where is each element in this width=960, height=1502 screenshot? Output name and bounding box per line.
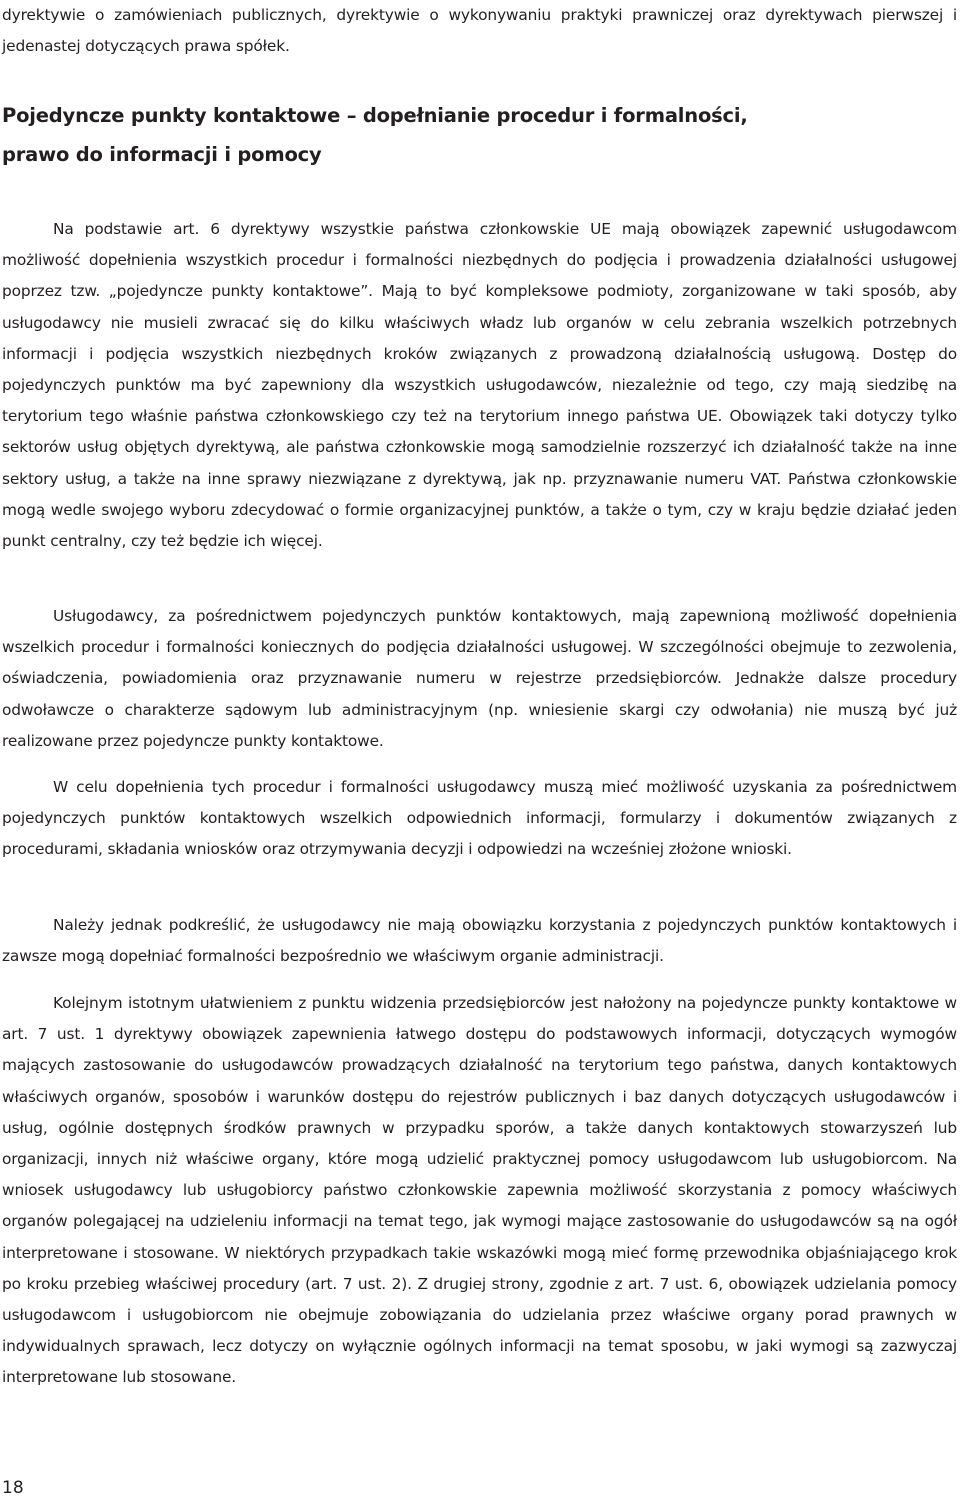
body-paragraph-3: W celu dopełnienia tych procedur i formalności usługodawcy muszą mieć możliwość uzyskania za pośrednictwem pojedynczych punktów kontaktowych wszelkich odpowiednich informacji, formularzy i dokumentów związanych z procedurami, składania wniosków oraz otrzymywania decyzji i odpowiedzi na wcześniej złożone wnioski. (2, 778, 957, 859)
section-heading-line-1: Pojedyncze punkty kontaktowe – dopełnianie procedur i formalności, (2, 104, 748, 127)
body-paragraph-4: Należy jednak podkreślić, że usługodawcy nie mają obowiązku korzystania z pojedynczych punktów kontaktowych i zawsze mogą dopełniać formalności bezpośrednio we właściwym organie administracji. (2, 916, 957, 966)
intro-paragraph: dyrektywie o zamówieniach publicznych, dyrektywie o wykonywaniu praktyki prawniczej oraz dyrektywach pierwszej i jedenastej dotyczących prawa spółek. (2, 6, 957, 56)
body-paragraph-5: Kolejnym istotnym ułatwieniem z punktu widzenia przedsiębiorców jest nałożony na pojedyncze punkty kontaktowe w art. 7 ust. 1 dyrektywy obowiązek zapewnienia łatwego dostępu do podstawowych informacji, dotyczących wymogów mających zastosowanie do usługodawców prowadzących działalność na terytorium tego państwa, danych kontaktowych właściwych organów, sposobów i warunków dostępu do rejestrów publicznych i baz danych dotyczących usługodawców i usług, ogólnie dostępnych środków prawnych w przypadku sporów, a także danych kontaktowych stowarzyszeń lub organizacji, innych niż właściwe organy, które mogą udzielić praktycznej pomocy usługodawcom lub usługobiorcom. Na wniosek usługodawcy lub usługobiorcy państwo członkowskie zapewnia możliwość skorzystania z pomocy właściwych organów polegającej na udzieleniu informacji na temat tego, jak wymogi mające zastosowanie do usługodawców są na ogół interpretowane i stosowane. W niektórych przypadkach takie wskazówki mogą mieć formę przewodnika objaśniającego krok po kroku przebieg właściwej procedury (art. 7 ust. 2). Z drugiej strony, zgodnie z art. 7 ust. 6, obowiązek udzielania pomocy usługodawcom i usługobiorcom nie obejmuje zobowiązania do udzielania przez właściwe organy porad prawnych w indywidualnych sprawach, lecz dotyczy on wyłącznie ogólnych informacji na temat sposobu, w jaki wymogi są zazwyczaj interpretowane lub stosowane. (2, 994, 957, 1387)
section-heading-line-2: prawo do informacji i pomocy (2, 142, 322, 166)
section-heading (2, 97, 902, 174)
body-paragraph-1: Na podstawie art. 6 dyrektywy wszystkie państwa członkowskie UE mają obowiązek zapewnić usługodawcom możliwość dopełnienia wszystkich procedur i formalności niezbędnych do podjęcia i prowadzenia działalności usługowej poprzez tzw. „pojedyncze punkty kontaktowe”. Mają to być kompleksowe podmioty, zorganizowane w taki sposób, aby usługodawcy nie musieli zwracać się do kilku właściwych władz lub organów w celu zebrania wszelkich potrzebnych informacji i podjęcia wszystkich niezbędnych kroków związanych z prowadzoną działalnością usługową. Dostęp do pojedynczych punktów ma być zapewniony dla wszystkich usługodawców, niezależnie od tego, czy mają siedzibę na terytorium tego właśnie państwa członkowskiego czy też na terytorium innego państwa UE. Obowiązek taki dotyczy tylko sektorów usług objętych dyrektywą, ale państwa członkowskie mogą samodzielnie rozszerzyć ich działalność także na inne sektory usług, a także na inne sprawy niezwiązane z dyrektywą, jak np. przyznawanie numeru VAT. Państwa członkowskie mogą wedle swojego wyboru zdecydować o formie organizacyjnej punktów, a także o tym, czy w kraju będzie działać jeden punkt centralny, czy też będzie ich więcej. (2, 220, 957, 551)
page-number: 18 (2, 1478, 24, 1498)
body-paragraph-2: Usługodawcy, za pośrednictwem pojedynczych punktów kontaktowych, mają zapewnioną możliwość dopełnienia wszelkich procedur i formalności koniecznych do podjęcia działalności usługowej. W szczególności obejmuje to zezwolenia, oświadczenia, powiadomienia oraz przyznawanie numeru w rejestrze przedsiębiorców. Jednakże dalsze procedury odwoławcze o charakterze sądowym lub administracyjnym (np. wniesienie skargi czy odwołania) nie muszą być już realizowane przez pojedyncze punkty kontaktowe. (2, 607, 957, 750)
